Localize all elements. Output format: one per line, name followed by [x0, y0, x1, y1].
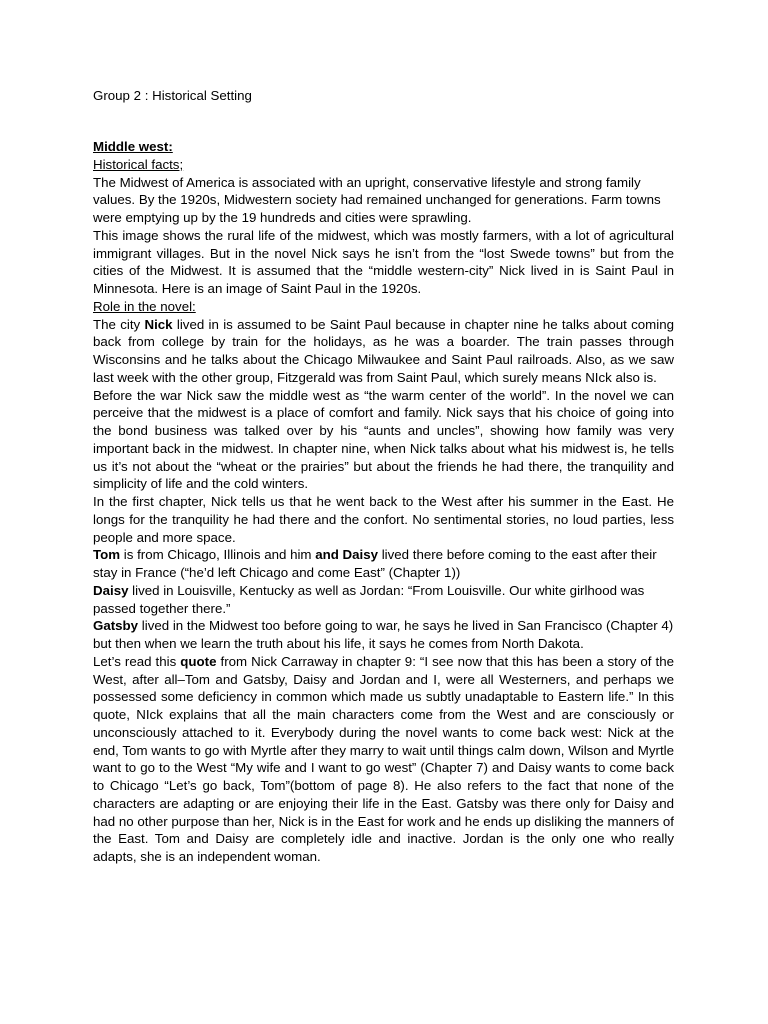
paragraph-role-7 [93, 653, 674, 866]
text-run: is from Chicago, Illinois and him [120, 547, 316, 563]
section-heading: Middle west: [93, 139, 173, 154]
paragraph-role-6 [93, 617, 674, 653]
paragraph-role-4 [93, 546, 674, 582]
paragraph-role-2: Before the war Nick saw the middle west as “the warm center of the world”. In the novel we can perceive that the midwest is a place of comfort and family. Nick says that his choice of going into the bond business was talked over by his “aunts and uncles”, showing how family was very important back in the midwest. In chapter nine, when Nick talks about what his midwest is, he tells us it’s not about the “wheat or the prairies” but about the friends he had there, the tranquility and simplicity of life and the cold winters. [93, 387, 674, 492]
bold-name-nick: Nick [144, 316, 173, 332]
text-run: Let’s read this [93, 653, 181, 669]
text-run: lived in the Midwest too before going to war, he says he lived in San Francisco (Chapter 4) but then when we learn the truth about his life, it says he comes from North Dakota. [93, 618, 674, 651]
bold-name-gatsby: Gatsby [93, 618, 139, 634]
paragraph-role-3: In the first chapter, Nick tells us that he went back to the West after his summer in the East. He longs for the tranquility he had there and the confort. No sentimental stories, no loud parties, less people and more space. [93, 494, 674, 545]
paragraph-role-5 [93, 582, 674, 618]
bold-name-tom: Tom [93, 547, 121, 563]
document-body [93, 138, 674, 866]
text-run: The city [93, 316, 145, 332]
text-run: from Nick Carraway in chapter 9: “I see now that this has been a story of the West, after all–Tom and Gatsby, Daisy and Jordan and I, were all Westerners, and perhaps we possessed some deficiency in common which made us subtly unadaptable to Eastern life.” In this quote, NIck explains that all the main characters come from the West and are consciously or unconsciously attached to it. Everybody during the novel wants to come back west: Nick at the end, Tom wants to go with Myrtle after they marry to wait until things calm down, Wilson and Myrtle want to go to the West “My wife and I want to go west” (Chapter 7) and Daisy wants to come back to Chicago “Let’s go back, Tom”(bottom of page 8). He also refers to the fact that none of the characters are adapting or are enjoying their life in the East. Gatsby was there only for Daisy and had no other purpose than her, Nick is in the East for work and he ends up disliking the manners of the East. Tom and Daisy are completely idle and inactive. Jordan is the only one who really adapts, she is an independent woman. [93, 653, 674, 864]
bold-name-daisy: and Daisy [315, 547, 379, 563]
subheading-role-in-novel: Role in the novel: [93, 298, 196, 314]
document-title: Group 2 : Historical Setting [93, 88, 252, 103]
paragraph-role-1 [93, 316, 674, 387]
text-run: lived in is assumed to be Saint Paul because in chapter nine he talks about coming back from college by train for the holidays, as he was a boarder. The train passes through Wisconsins and he talks about the Chicago Milwaukee and Saint Paul railroads. Also, as we saw last week with the other group, Fitzgerald was from Saint Paul, which surely means NIck also is. [93, 316, 674, 385]
bold-word-quote: quote [180, 653, 217, 669]
bold-name-daisy: Daisy [93, 582, 129, 598]
paragraph-facts-1: The Midwest of America is associated with an upright, conservative lifestyle and strong family values. By the 1920s, Midwestern society had remained unchanged for generations. Farm towns were emptying up by the 19 hundreds and cities were sprawling. [93, 174, 661, 225]
paragraph-facts-2: This image shows the rural life of the midwest, which was mostly farmers, with a lot of agricultural immigrant villages. But in the novel Nick says he isn’t from the “lost Swede towns” but from the cities of the Midwest. It is assumed that the “middle western-city” Nick lived in is Saint Paul in Minnesota. Here is an image of Saint Paul in the 1920s. [93, 227, 674, 296]
subheading-historical-facts: Historical facts; [93, 156, 184, 172]
text-run: lived there before coming to the east after their stay in France (“he’d left Chicago and come East” (Chapter 1)) [93, 547, 657, 580]
text-run: lived in Louisville, Kentucky as well as Jordan: “From Louisville. Our white girlhood was passed together there.” [93, 582, 645, 616]
